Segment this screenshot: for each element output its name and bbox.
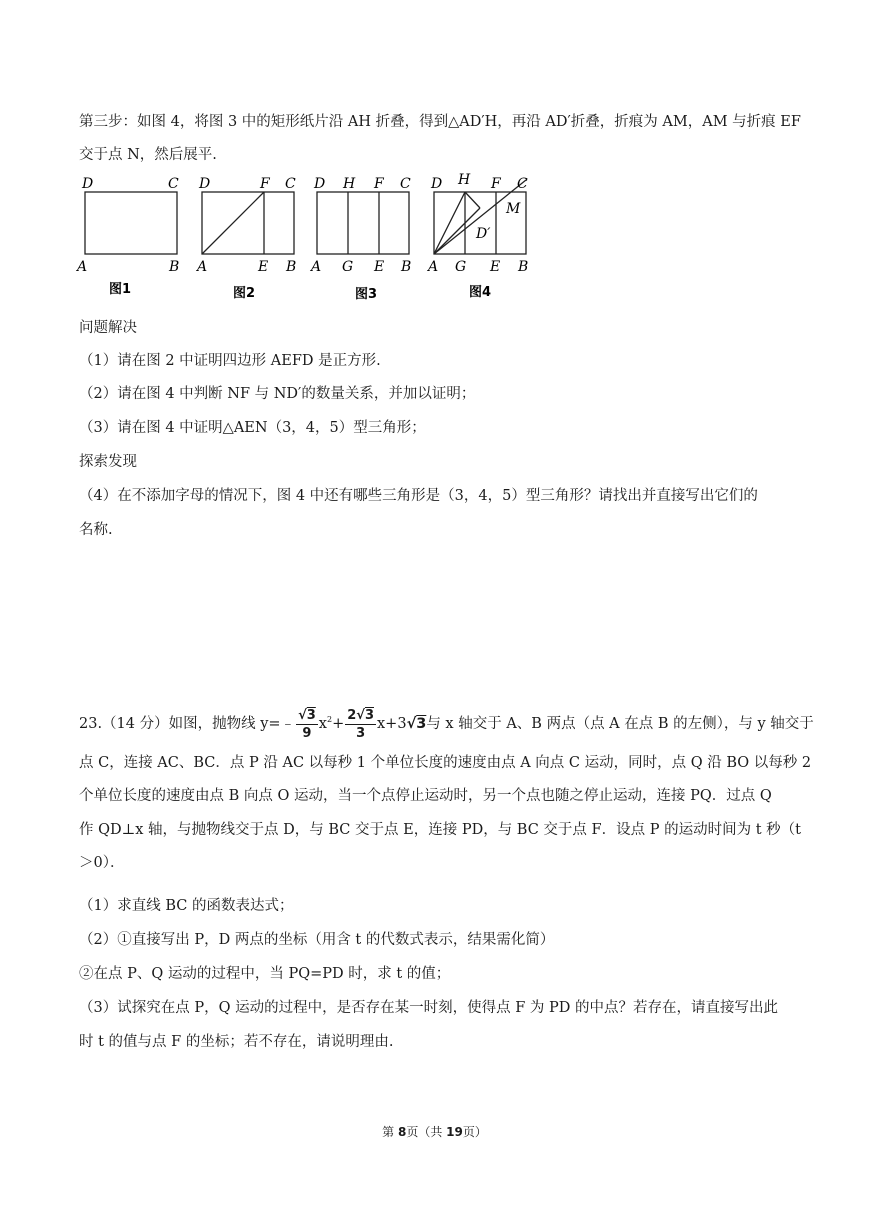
question-4-line-2: 名称.	[79, 522, 113, 538]
figure-1	[75, 176, 179, 297]
sqrt3-constant: √3	[406, 716, 427, 732]
fig3-caption: 图3	[355, 287, 378, 302]
fig2-label-d: D	[199, 176, 211, 192]
q23-sub-2b: ②在点 P、Q 运动的过程中，当 PQ=PD 时，求 t 的值；	[79, 966, 451, 982]
figure-4	[426, 172, 528, 300]
q23-sub-3b: 时 t 的值与点 F 的坐标；若不存在，请说明理由.	[79, 1034, 394, 1050]
fig4-label-a: A	[428, 259, 439, 275]
fig3-label-a: A	[311, 259, 322, 275]
question-3: （3）请在图 4 中证明△AEN（3，4，5）型三角形；	[79, 420, 426, 436]
page-total: 19	[446, 1125, 463, 1139]
fig3-label-e: E	[374, 259, 385, 275]
figure-2-diagonal-af	[202, 192, 264, 254]
q23-line-2: 点 C，连接 AC、BC．点 P 沿 AC 以每秒 1 个单位长度的速度由点 A 向点 C 运动，同时，点 Q 沿 BO 以每秒 2	[79, 755, 812, 771]
figure-3	[309, 176, 411, 302]
fig3-label-b: B	[401, 259, 412, 275]
fig4-label-h: H	[458, 172, 471, 188]
figure-4-fold-ah	[434, 192, 465, 254]
heading-problem-solving: 问题解决	[79, 320, 137, 336]
page-footer: 第 8页（共 19页）	[382, 1125, 487, 1139]
q23-x-squared: $x^2$	[318, 715, 333, 732]
fig1-label-b: B	[169, 259, 180, 275]
q23-prefix: 23.（14 分）如图，抛物线 y=﹣	[79, 716, 296, 732]
folding-figures	[72, 172, 542, 310]
figure-2-rectangle	[202, 192, 294, 254]
page-number: 8	[397, 1125, 407, 1139]
fig3-label-c: C	[400, 176, 411, 192]
fig2-label-f: F	[260, 176, 270, 192]
question-4-line-1: （4）在不添加字母的情况下，图 4 中还有哪些三角形是（3，4，5）型三角形？请找出并直接写出它们的	[79, 488, 758, 504]
fig2-label-b: B	[286, 259, 297, 275]
q23-line-3: 个单位长度的速度由点 B 向点 O 运动，当一个点停止运动时，另一个点也随之停止运动，连接 PQ．过点 Q	[79, 788, 772, 804]
fig4-label-c: C	[517, 176, 528, 192]
fig4-label-g: G	[455, 259, 467, 275]
q23-line-5: ＞0）．	[79, 855, 125, 871]
q23-sub-2a: （2）①直接写出 P，D 两点的坐标（用含 t 的代数式表示，结果需化简）	[79, 932, 555, 948]
fig2-label-c: C	[285, 176, 296, 192]
fig3-label-d: D	[314, 176, 326, 192]
figure-3-rectangle	[317, 192, 409, 254]
fig3-label-h: H	[343, 176, 356, 192]
heading-exploration: 探索发现	[79, 454, 137, 470]
question-2: （2）请在图 4 中判断 NF 与 ND′的数量关系，并加以证明；	[79, 386, 476, 402]
fig1-label-d: D	[82, 176, 94, 192]
fig4-label-m: M	[506, 201, 521, 217]
fig2-caption: 图2	[233, 286, 256, 301]
fraction-2sqrt3-over-3: $\frac{2√3}{3}$	[347, 707, 374, 741]
figure-4-segment-hd-prime	[465, 192, 480, 208]
fig1-label-c: C	[168, 176, 179, 192]
question-1: （1）请在图 2 中证明四边形 AEFD 是正方形.	[79, 353, 381, 369]
fig4-label-d-prime: D′	[476, 226, 491, 242]
figure-1-rectangle	[85, 192, 177, 254]
fig4-caption: 图4	[469, 285, 492, 300]
figure-2	[195, 176, 296, 301]
fig4-label-b: B	[518, 259, 529, 275]
fig4-label-f: F	[491, 176, 501, 192]
sqrt-symbol: √3	[298, 707, 316, 723]
fig3-label-g: G	[342, 259, 354, 275]
fig4-label-e: E	[490, 259, 501, 275]
q23-line-1: 23.（14 分）如图，抛物线 y=﹣ $\frac{√3}{9}$ $x^2+$ $\frac{2√3}{3}$ x+3√3与 x 轴交于 A、B 两点（点 A 在点 B 的左侧），与 y 轴交于	[79, 707, 814, 741]
sqrt-symbol: 2√3	[347, 707, 374, 723]
q23-sub-1: （1）求直线 BC 的函数表达式；	[79, 898, 294, 914]
fig3-label-f: F	[374, 176, 384, 192]
fig2-label-a: A	[197, 259, 208, 275]
fig2-label-e: E	[258, 259, 269, 275]
step3-line-1: 第三步：如图 4，将图 3 中的矩形纸片沿 AH 折叠，得到△AD′H，再沿 AD′折叠，折痕为 AM，AM 与折痕 EF	[79, 114, 801, 130]
figure-4-segment-ad-prime	[434, 208, 480, 254]
q23-suffix: 与 x 轴交于 A、B 两点（点 A 在点 B 的左侧），与 y 轴交于	[426, 716, 814, 732]
fig4-label-d: D	[431, 176, 443, 192]
fig1-label-a: A	[77, 259, 88, 275]
figure-4-fold-am	[434, 180, 526, 254]
step3-line-2: 交于点 N，然后展平.	[79, 147, 217, 163]
q23-line-4: 作 QD⊥x 轴，与抛物线交于点 D，与 BC 交于点 E，连接 PD，与 BC 交于点 F．设点 P 的运动时间为 t 秒（t	[79, 822, 801, 838]
fig1-caption: 图1	[109, 282, 132, 297]
fraction-sqrt3-over-9: $\frac{√3}{9}$	[298, 707, 316, 741]
q23-sub-3a: （3）试探究在点 P，Q 运动的过程中，是否存在某一时刻，使得点 F 为 PD 的中点？若存在，请直接写出此	[79, 1000, 778, 1016]
